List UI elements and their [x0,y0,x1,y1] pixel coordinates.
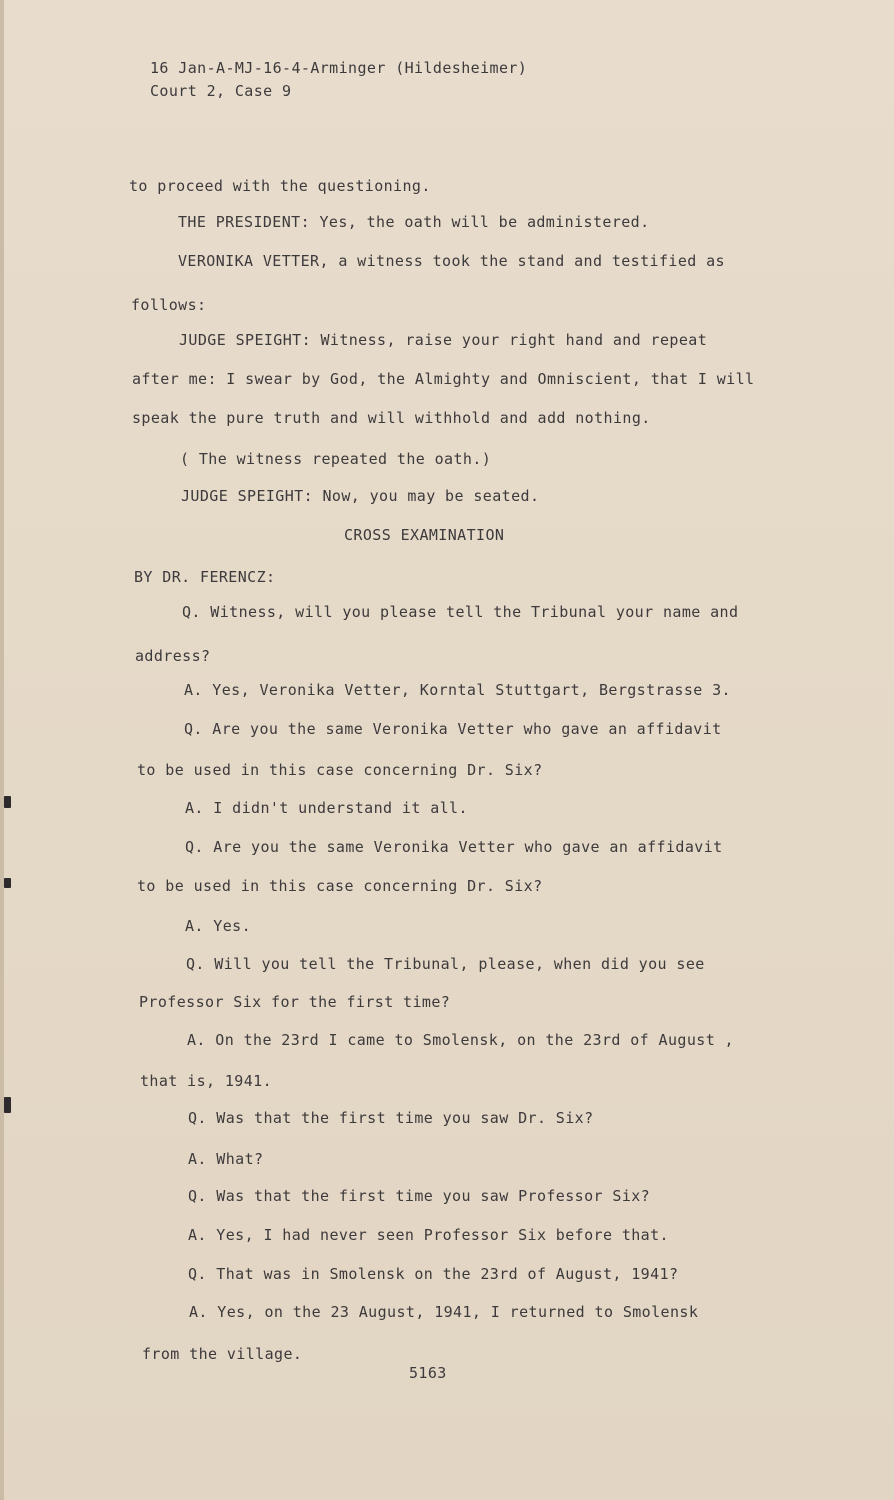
section-heading: CROSS EXAMINATION [344,526,505,544]
text-line: A. I didn't understand it all. [185,799,468,817]
text-line: A. Yes, I had never seen Professor Six before that. [188,1226,669,1244]
binding-hole-mark [4,1097,11,1113]
text-line: from the village. [142,1345,303,1363]
text-line: BY DR. FERENCZ: [134,568,276,586]
text-line: JUDGE SPEIGHT: Witness, raise your right hand and repeat [179,331,708,349]
text-line: A. What? [188,1150,264,1168]
text-line: to be used in this case concerning Dr. Six? [137,761,543,779]
text-line: A. Yes. [185,917,252,935]
text-line: THE PRESIDENT: Yes, the oath will be administered. [178,213,650,231]
text-line: after me: I swear by God, the Almighty and Omniscient, that I will [132,370,755,388]
text-line: speak the pure truth and will withhold and add nothing. [132,409,651,427]
text-line: ( The witness repeated the oath.) [180,450,492,468]
text-line: Q. Are you the same Veronika Vetter who gave an affidavit [185,838,723,856]
text-line: A. Yes, Veronika Vetter, Korntal Stuttgart, Bergstrasse 3. [184,681,731,699]
header-reference: 16 Jan-A-MJ-16-4-Arminger (Hildesheimer) [150,59,528,77]
text-line: that is, 1941. [140,1072,273,1090]
page-number: 5163 [409,1364,447,1382]
text-line: A. Yes, on the 23 August, 1941, I returned to Smolensk [189,1303,699,1321]
text-line: Q. Was that the first time you saw Professor Six? [188,1187,651,1205]
text-line: Q. That was in Smolensk on the 23rd of August, 1941? [188,1265,679,1283]
text-line: to be used in this case concerning Dr. Six? [137,877,543,895]
text-line: follows: [131,296,207,314]
text-line: to proceed with the questioning. [129,177,431,195]
binding-hole-mark [4,796,11,808]
text-line: Q. Are you the same Veronika Vetter who gave an affidavit [184,720,722,738]
binding-hole-mark [4,878,11,888]
text-line: VERONIKA VETTER, a witness took the stand and testified as [178,252,725,270]
text-line: JUDGE SPEIGHT: Now, you may be seated. [181,487,540,505]
text-line: Q. Was that the first time you saw Dr. Six? [188,1109,594,1127]
text-line: Q. Will you tell the Tribunal, please, when did you see [186,955,705,973]
text-line: A. On the 23rd I came to Smolensk, on the 23rd of August , [187,1031,734,1049]
header-court-case: Court 2, Case 9 [150,82,292,100]
text-line: Q. Witness, will you please tell the Tribunal your name and [182,603,739,621]
text-line: Professor Six for the first time? [139,993,451,1011]
text-line: address? [135,647,211,665]
